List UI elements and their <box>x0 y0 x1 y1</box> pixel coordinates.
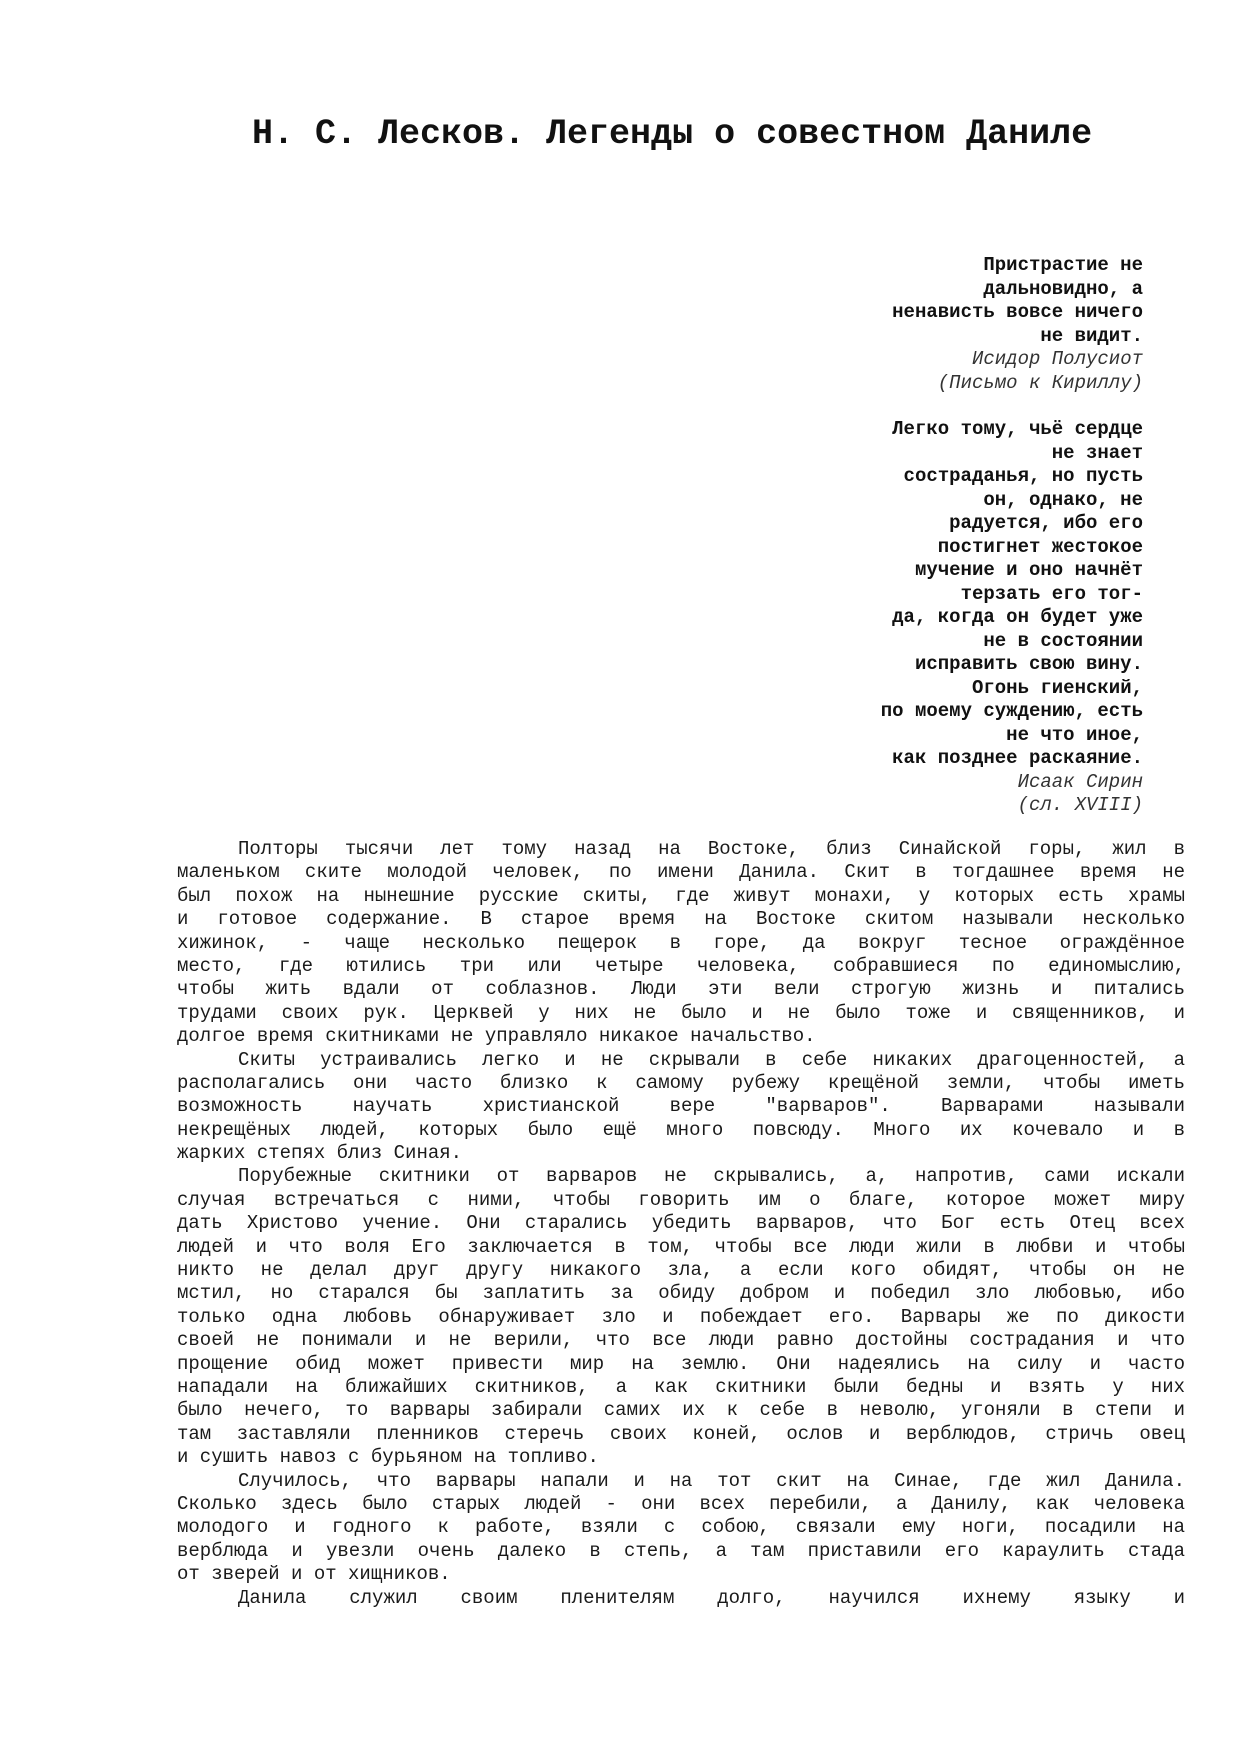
body-line: своей не понимали и не верили, что все люди равно достойны сострадания и что <box>177 1329 1185 1352</box>
body-line: верблюда и увезли очень далеко в степь, а там приставили его караулить стада <box>177 1539 1185 1562</box>
epigraph-quote-line: не что иное, <box>1006 723 1143 746</box>
body-line: трудами своих рук. Церквей у них не было и не было тоже и священников, и <box>177 1001 1185 1024</box>
body-line: место, где ютились три или четыре человека, собравшиеся по единомыслию, <box>177 954 1185 977</box>
epigraph-quote-line: да, когда он будет уже <box>892 606 1143 628</box>
epigraph-quote-line: ненависть вовсе ничего <box>892 301 1143 323</box>
epigraph-quote-line: Пристрастие не <box>983 254 1143 276</box>
body-line: Скиты устраивались легко и не скрывали в себе никаких драгоценностей, а <box>238 1048 1185 1071</box>
body-line: Случилось, что варвары напали и на тот скит на Синае, где жил Данила. <box>238 1469 1185 1492</box>
body-line: людей и что воля Его заключается в том, чтобы все люди жили в любви и чтобы <box>177 1235 1185 1258</box>
epigraph-quote-line: Легко тому, чьё сердце <box>892 418 1143 440</box>
epigraph-quote-line: постигнет жестокое <box>937 535 1143 558</box>
body-line: там заставляли пленников стеречь своих коней, ослов и верблюдов, стричь овец <box>177 1422 1185 1445</box>
body-line: располагались они часто близко к самому рубежу крещёной земли, чтобы иметь <box>177 1071 1185 1094</box>
epigraph-attribution-line: (Письмо к Кириллу) <box>937 371 1143 394</box>
body-line: Полторы тысячи лет тому назад на Востоке, близ Синайской горы, жил в <box>238 838 1185 860</box>
body-text <box>177 838 1185 1610</box>
body-line: маленьком ските молодой человек, по имени Данила. Скит в тогдашнее время не <box>177 861 1185 884</box>
body-line: нападали на ближайших скитников, а как скитники были бедны и взять у них <box>177 1375 1185 1398</box>
epigraph-quote-line: Огонь гиенский, <box>971 676 1143 699</box>
epigraph-quote-line: он, однако, не <box>983 488 1143 511</box>
body-line: дать Христово учение. Они старались убедить варваров, что Бог есть Отец всех <box>177 1212 1185 1235</box>
body-line: возможность научать христианской вере "варваров". Варварами называли <box>177 1095 1185 1118</box>
epigraph-quote-line: мучение и оно начнёт <box>914 559 1143 581</box>
body-line: чтобы жить вдали от соблазнов. Люди эти вели строгую жизнь и питались <box>177 978 1185 1001</box>
body-line: и сушить навоз с бурьяном на топливо. <box>177 1446 599 1469</box>
epigraph-quote-line: дальновидно, а <box>983 277 1143 300</box>
document-title: Н. С. Лесков. Легенды о совестном Даниле <box>252 114 1093 154</box>
body-line: хижинок, - чаще несколько пещерок в горе, да вокруг тесное ограждённое <box>177 931 1185 954</box>
body-line: Данила служил своим пленителям долго, научился ихнему языку и <box>238 1586 1185 1609</box>
body-line: прощение обид может привести мир на землю. Они надеялись на силу и часто <box>177 1352 1185 1375</box>
body-line: некрещёных людей, которых было ещё много повсюду. Много их кочевало и в <box>177 1118 1185 1141</box>
epigraph-quote-line: как позднее раскаяние. <box>892 747 1143 769</box>
body-line: было нечего, то варвары забирали самих их к себе в неволю, угоняли в степи и <box>177 1399 1185 1422</box>
body-line: никто не делал друг другу никакого зла, а если кого обидят, чтобы он не <box>177 1259 1185 1282</box>
body-line: от зверей и от хищников. <box>177 1563 451 1586</box>
epigraph-attribution-line: (сл. XVIII) <box>1017 794 1143 816</box>
epigraph-quote-line: не знает <box>1051 441 1143 464</box>
epigraph-quote-line: по моему суждению, есть <box>880 700 1143 722</box>
epigraph-quote-line: состраданья, но пусть <box>903 465 1143 487</box>
body-line: был похож на нынешние русские скиты, где живут монахи, у которых есть храмы <box>177 884 1185 907</box>
epigraph-quote-line: не в состоянии <box>983 629 1143 652</box>
epigraph-quote-line: терзать его тог- <box>960 582 1143 605</box>
epigraph-attribution-line: Исаак Сирин <box>1017 770 1143 793</box>
body-line: молодого и годного к работе, взяли с собою, связали ему ноги, посадили на <box>177 1516 1185 1539</box>
body-line: и готовое содержание. В старое время на Востоке скитом называли несколько <box>177 908 1185 931</box>
epigraph-attribution-line: Исидор Полусиот <box>971 348 1143 370</box>
body-line: мстил, но старался бы заплатить за обиду добром и победил зло любовью, ибо <box>177 1282 1185 1305</box>
epigraph-quote-line: радуется, ибо его <box>949 512 1143 534</box>
epigraph-1 <box>703 254 1143 395</box>
body-line: Сколько здесь было старых людей - они всех перебили, а Данилу, как человека <box>177 1492 1185 1515</box>
body-line: Порубежные скитники от варваров не скрывались, а, напротив, сами искали <box>238 1165 1185 1188</box>
body-line: жарких степях близ Синая. <box>177 1142 463 1165</box>
body-line: только одна любовь обнаруживает зло и побеждает его. Варвары же по дикости <box>177 1305 1185 1328</box>
epigraph-quote-line: не видит. <box>1040 324 1143 347</box>
epigraph-2 <box>703 418 1143 818</box>
body-line: долгое время скитниками не управляло никакое начальство. <box>177 1025 816 1048</box>
body-line: случая встречаться с ними, чтобы говорить им о благе, которое может миру <box>177 1188 1185 1211</box>
epigraph-quote-line: исправить свою вину. <box>914 653 1143 675</box>
